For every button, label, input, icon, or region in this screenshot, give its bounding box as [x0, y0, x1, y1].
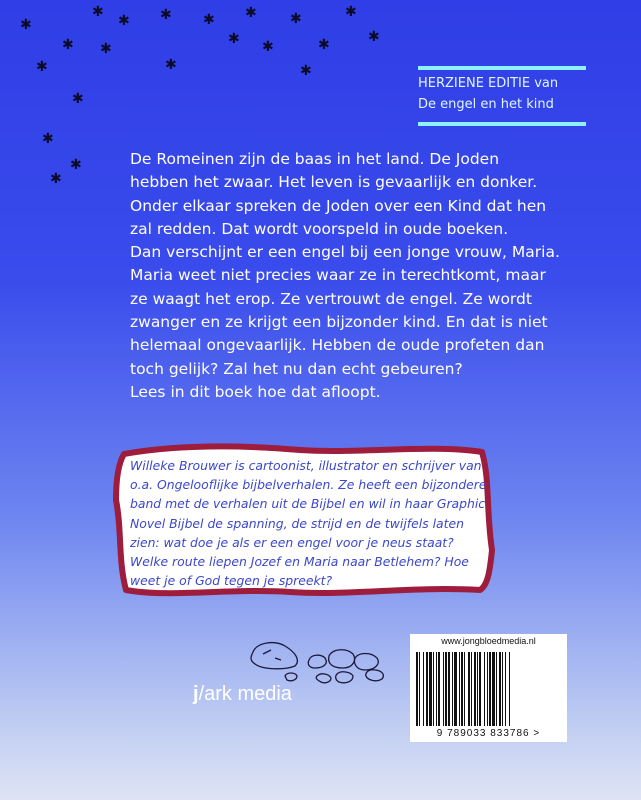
edition-label-suffix: van — [530, 76, 559, 91]
star-icon: ✱ — [70, 157, 82, 173]
logo-text: /ark media — [198, 683, 292, 705]
back-cover-blurb — [130, 148, 560, 404]
star-icon: ✱ — [368, 29, 380, 45]
publisher-url: www.jongbloedmedia.nl — [441, 636, 536, 646]
edition-line-1 — [418, 73, 586, 94]
blurb-paragraph: Dan verschijnt er een engel bij een jonge vrouw, Maria. Maria weet niet precies waar ze in terechtkomt, maar ze waagt het erop. Ze vertrouwt de engel. Ze wordt zwanger en ze krijgt een bijzonder kind. En dat is niet helemaal ongevaarlijk. Hebben de oude profeten dan toch gelijk? Zal het nu dan echt gebeuren? — [130, 243, 560, 378]
star-icon: ✱ — [203, 12, 215, 28]
blurb-paragraph: De Romeinen zijn de baas in het land. De Joden hebben het zwaar. Het leven is gevaarlijk en donker. Onder elkaar spreken de Joden over een Kind dat hen zal redden. Dat wordt voorspeld in oude boeken. — [130, 150, 547, 238]
star-icon: ✱ — [72, 91, 84, 107]
star-icon: ✱ — [345, 4, 357, 20]
logo-mark: j — [193, 683, 199, 705]
original-title: De engel en het kind — [418, 97, 554, 112]
star-icon: ✱ — [290, 11, 302, 27]
star-icon: ✱ — [245, 5, 257, 21]
star-icon: ✱ — [36, 59, 48, 75]
star-icon: ✱ — [165, 57, 177, 73]
star-icon: ✱ — [160, 7, 172, 23]
barcode-icon — [416, 652, 561, 726]
star-icon: ✱ — [92, 4, 104, 20]
star-icon: ✱ — [62, 37, 74, 53]
publisher-logo — [193, 683, 292, 706]
blurb-paragraph: Lees in dit boek hoe dat afloopt. — [130, 382, 381, 401]
author-bio: Willeke Brouwer is cartoonist, illustrator en schrijver van o.a. Ongelooflijke bijbelverhalen. Ze heeft een bijzondere band met de verhalen uit de Bijbel en wil in haar Graphic Novel Bijbel de spanning, de strijd en de twijfels laten zien: wat doe je als er een engel voor je neus staat? Welke route liepen Jozef en Maria naar Betlehem? Hoe weet je of God tegen je spreekt? — [130, 458, 487, 589]
star-icon: ✱ — [118, 13, 130, 29]
star-icon: ✱ — [42, 131, 54, 147]
star-icon: ✱ — [318, 37, 330, 53]
star-icon: ✱ — [100, 41, 112, 57]
edition-banner — [418, 66, 586, 126]
isbn-number: 9 789033 833786 > — [436, 728, 541, 739]
star-icon: ✱ — [50, 171, 62, 187]
star-icon: ✱ — [20, 17, 32, 33]
barcode-label — [410, 634, 567, 742]
star-icon: ✱ — [262, 39, 274, 55]
edition-label: HERZIENE EDITIE — [418, 76, 531, 91]
star-icon: ✱ — [300, 63, 312, 79]
star-icon: ✱ — [228, 31, 240, 47]
